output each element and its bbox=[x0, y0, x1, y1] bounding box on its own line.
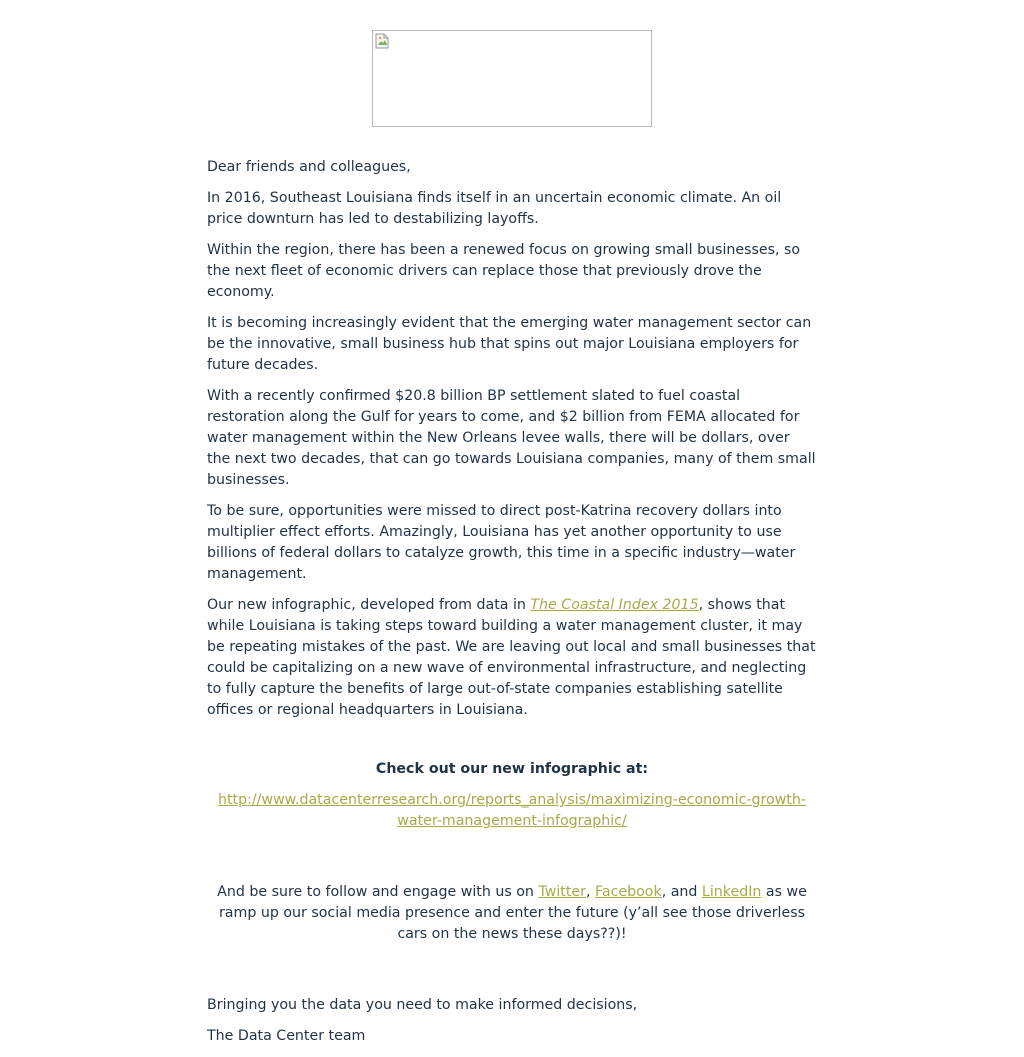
paragraph-bp-settlement: With a recently confirmed $20.8 billion BP settlement slated to fuel coastal restoration along the Gulf for years to come, and $2 billion from FEMA allocated for water management within the New Orleans levee walls, there will be dollars, over the next two decades, that can go towards Louisiana companies, many of them small businesses. bbox=[207, 388, 816, 488]
paragraph-infographic bbox=[207, 595, 817, 721]
infographic-url-link[interactable]: http://www.datacenterresearch.org/reports_analysis/maximizing-economic-growth-water-management-infographic/ bbox=[218, 792, 806, 829]
infographic-url-block bbox=[207, 790, 817, 832]
email-body bbox=[207, 157, 817, 1057]
paragraph-katrina: To be sure, opportunities were missed to direct post-Katrina recovery dollars into multiplier effect efforts. Amazingly, Louisiana has yet another opportunity to use billions of federal dollars to catalyze growth, this time in a specific industry—water management. bbox=[207, 503, 796, 582]
facebook-link[interactable]: Facebook bbox=[595, 884, 662, 900]
logo-image bbox=[372, 30, 652, 127]
social-paragraph bbox=[207, 882, 817, 945]
linkedin-link[interactable]: LinkedIn bbox=[701, 884, 762, 900]
broken-image-icon bbox=[375, 33, 389, 49]
social-text-after: as we ramp up our social media presence and enter the future (y’all see those driverless cars on the news these days??)! bbox=[218, 884, 807, 942]
paragraph-economic-climate: In 2016, Southeast Louisiana finds itself in an uncertain economic climate. An oil price downturn has led to destabilizing layoffs. bbox=[207, 190, 782, 227]
social-text-before: And be sure to follow and engage with us on bbox=[217, 884, 539, 900]
greeting: Dear friends and colleagues, bbox=[207, 159, 411, 175]
social-separator-1: , bbox=[585, 884, 596, 900]
signature: The Data Center team bbox=[207, 1028, 366, 1044]
paragraph-small-businesses: Within the region, there has been a renewed focus on growing small businesses, so the next fleet of economic drivers can replace those that previously drove the economy. bbox=[207, 242, 801, 300]
infographic-text-before: Our new infographic, developed from data in bbox=[207, 597, 531, 613]
coastal-index-link[interactable]: The Coastal Index 2015 bbox=[530, 597, 699, 613]
infographic-text-after: , shows that while Louisiana is taking steps toward building a water management cluster, it may be repeating mistakes of the past. We are leaving out local and small businesses that could be capitalizing on a new wave of environmental infrastructure, and neglecting to fully capture the benefits of large out-of-state companies establishing satellite offices or regional headquarters in Louisiana. bbox=[207, 597, 816, 718]
social-separator-2: , and bbox=[661, 884, 702, 900]
twitter-link[interactable]: Twitter bbox=[538, 884, 586, 900]
cta-heading: Check out our new infographic at: bbox=[375, 761, 649, 777]
closing-line: Bringing you the data you need to make informed decisions, bbox=[207, 997, 638, 1013]
paragraph-water-sector: It is becoming increasingly evident that the emerging water management sector can be the innovative, small business hub that spins out major Louisiana employers for future decades. bbox=[207, 315, 812, 373]
